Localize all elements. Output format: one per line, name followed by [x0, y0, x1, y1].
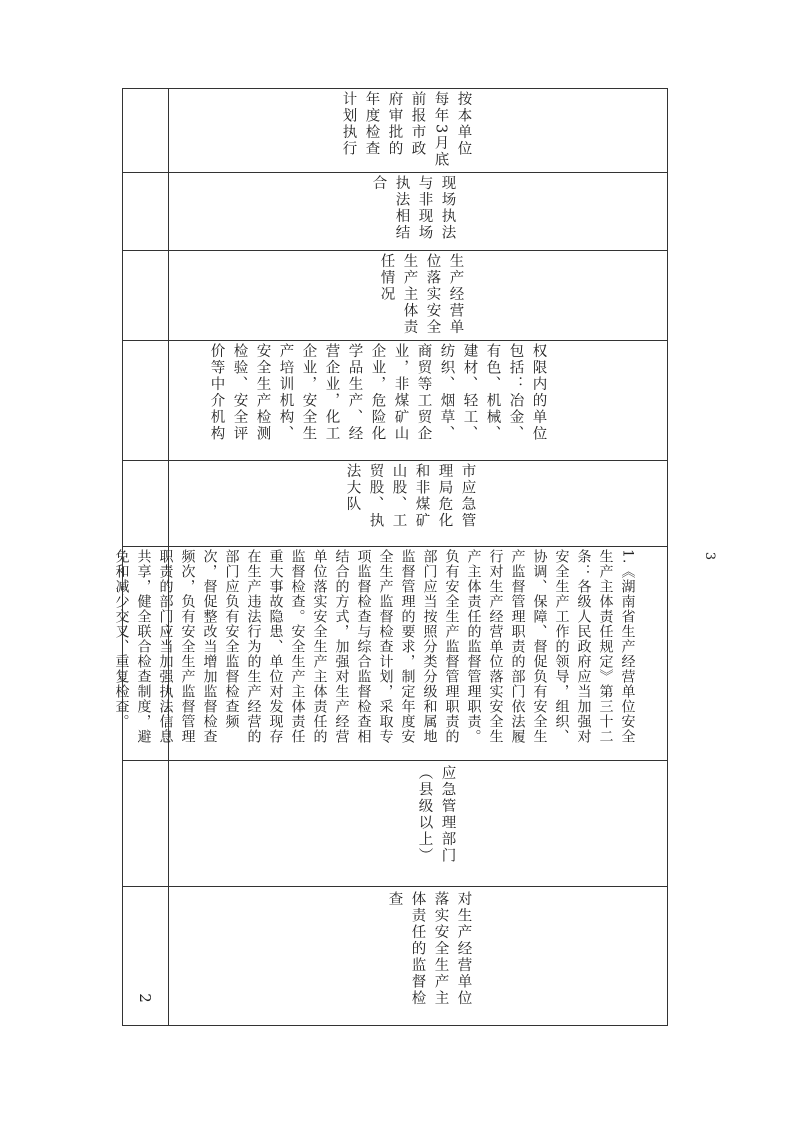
- target-text: 权限内的单位包括：冶金、有色、机械、建材、轻工、纺织、烟草、商贸等工贸企业，非煤矿山企业，危险化学品生产、经营企业，化工企业，安全生产培训机构、安全生产检测检验、安全评价等中介机构: [208, 343, 547, 442]
- content-text: 生产经营单位落实安全生产主体责任情况: [378, 253, 464, 336]
- check-item-text: 对生产经营单位落实安全生产主体责任的监督检查: [386, 891, 472, 1007]
- frequency-text: 按本单位每年3月底前报市政府审批的年度检查计划执行: [340, 91, 472, 169]
- department-cell: [170, 761, 667, 885]
- implementer-cell: [170, 461, 667, 545]
- implementer-text: 市应急管理局危化和非煤矿山股、工贸股、执法大队: [344, 463, 476, 529]
- target-cell: [170, 341, 667, 459]
- legal-basis-text: 1.《湖南省生产经营单位安全生产主体责任规定》第三十二条：各级人民政府应当加强对安全生产工作的领导，组织、协调、保障、督促负有安全生产监督管理职责的部门依法履行对生产经营单位落实安全生产主体责任的监督管理职责。负有安全生产监督管理职责的部门应当按照分类分级和属地监督管理的要求，制定年度安全生产监督检查计划，采取专项监督检查与综合监督检查相结合的方式，加强对生产经营单位落实安全生产主体责任的监督检查。安全生产主体责任重大事故隐患、单位对发现存在生产违法行为的生产经营的部门应负有安全监督检查频次，督促整改当增加监督检查频次，负有安全生产监督管理职责的部门应当加强执法信息共享，健全联合检查制度，避免和减少交叉、重复检查。: [113, 549, 636, 745]
- method-text: 现场执法与非现场执法相结合: [370, 175, 456, 241]
- frequency-cell: [170, 89, 667, 171]
- check-item-cell: [170, 887, 667, 1025]
- row-number-cell: [124, 970, 166, 1026]
- page-number: 3: [702, 551, 718, 561]
- row-number: 2: [135, 993, 154, 1003]
- content-cell: [170, 251, 667, 339]
- department-text: 应急管理部门（县级以上）: [416, 765, 456, 864]
- method-cell: [170, 173, 667, 249]
- legal-basis-cell: [113, 547, 667, 759]
